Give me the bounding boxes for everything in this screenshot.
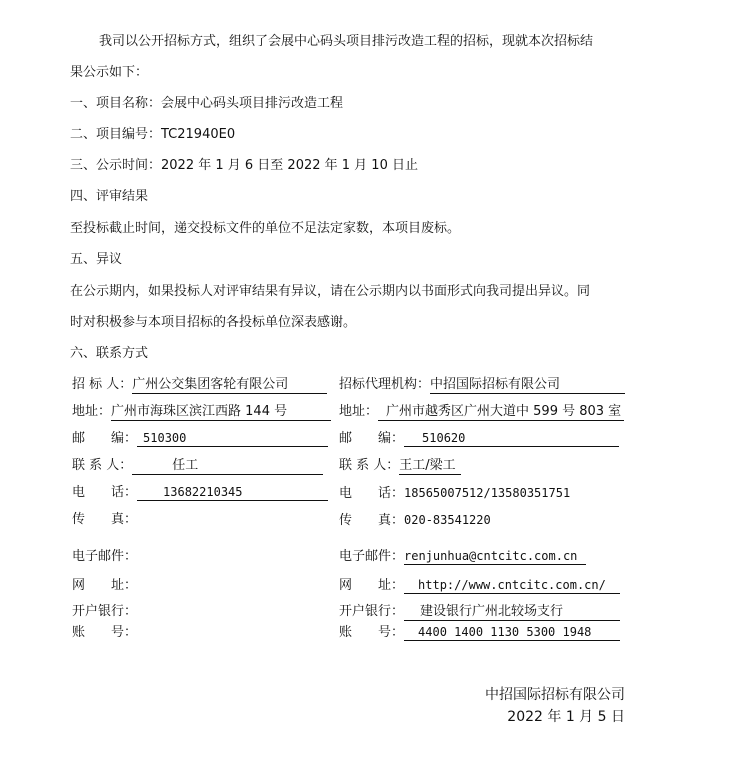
right-bank-label: 开户银行： bbox=[339, 604, 405, 619]
right-email-row bbox=[339, 548, 586, 566]
left-contact-row bbox=[72, 457, 323, 475]
left-address-row bbox=[72, 403, 331, 421]
left-bank-row bbox=[72, 603, 137, 621]
right-address-label: 地址： bbox=[339, 404, 379, 419]
right-email-label: 电子邮件： bbox=[339, 549, 405, 564]
left-email-label: 电子邮件： bbox=[72, 549, 138, 564]
right-website-label: 网 址： bbox=[339, 578, 405, 593]
right-phone-row bbox=[339, 484, 570, 503]
right-address-value: 广州市越秀区广州大道中 599 号 803 室 bbox=[378, 404, 624, 421]
intro-line-2: 果公示如下： bbox=[70, 65, 149, 80]
left-postcode-row bbox=[72, 430, 328, 448]
left-website-row bbox=[72, 577, 137, 595]
tenderer-label: 招 标 人： bbox=[72, 377, 133, 392]
left-address-label: 地址： bbox=[72, 404, 112, 419]
publicity-period: 三、公示时间：2022 年 1 月 6 日至 2022 年 1 月 10 日止 bbox=[70, 158, 418, 173]
right-bank-row bbox=[339, 603, 620, 621]
objection-line-1: 在公示期内，如果投标人对评审结果有异议，请在公示期内以书面形式向我司提出异议。同 bbox=[70, 284, 591, 299]
right-contact-row bbox=[339, 457, 461, 475]
right-account-row bbox=[339, 624, 620, 642]
evaluation-text: 至投标截止时间，递交投标文件的单位不足法定家数，本项目废标。 bbox=[70, 221, 461, 236]
left-fax-label: 传 真： bbox=[72, 512, 138, 527]
left-bank-label: 开户银行： bbox=[72, 604, 138, 619]
agency-row bbox=[339, 376, 625, 394]
contact-heading: 六、联系方式 bbox=[70, 346, 149, 361]
right-fax-value: 020-83541220 bbox=[404, 513, 491, 527]
right-phone-value: 18565007512/13580351751 bbox=[404, 486, 571, 500]
objection-line-2: 时对积极参与本项目招标的各投标单位深表感谢。 bbox=[70, 315, 357, 330]
left-phone-label: 电 话： bbox=[72, 485, 138, 500]
left-email-row bbox=[72, 548, 137, 566]
right-website-value[interactable]: http://www.cntcitc.com.cn/ bbox=[404, 577, 620, 594]
left-address-value: 广州市海珠区滨江西路 144 号 bbox=[111, 404, 331, 421]
left-phone-row bbox=[72, 484, 328, 502]
right-postcode-row bbox=[339, 430, 619, 448]
left-postcode-value: 510300 bbox=[137, 430, 328, 447]
right-account-label: 账 号： bbox=[339, 625, 405, 640]
objection-heading: 五、异议 bbox=[70, 252, 123, 267]
right-bank-value: 建设银行广州北较场支行 bbox=[404, 604, 620, 621]
right-fax-row bbox=[339, 511, 491, 530]
right-fax-label: 传 真： bbox=[339, 513, 405, 528]
left-fax-row bbox=[72, 511, 137, 529]
left-website-label: 网 址： bbox=[72, 578, 138, 593]
agency-label: 招标代理机构： bbox=[339, 377, 431, 392]
left-postcode-label: 邮 编： bbox=[72, 431, 138, 446]
left-contact-label: 联 系 人： bbox=[72, 458, 133, 473]
project-name: 一、项目名称：会展中心码头项目排污改造工程 bbox=[70, 96, 344, 111]
left-contact-value: 任工 bbox=[132, 458, 323, 475]
right-postcode-value: 510620 bbox=[404, 430, 619, 447]
left-account-label: 账 号： bbox=[72, 625, 138, 640]
right-postcode-label: 邮 编： bbox=[339, 431, 405, 446]
tenderer-row bbox=[72, 376, 327, 394]
right-website-row bbox=[339, 577, 620, 595]
signature-date: 2022 年 1 月 5 日 bbox=[507, 709, 625, 725]
left-account-row bbox=[72, 624, 137, 642]
left-phone-value: 13682210345 bbox=[137, 484, 328, 501]
evaluation-heading: 四、评审结果 bbox=[70, 189, 149, 204]
right-email-value[interactable]: renjunhua@cntcitc.com.cn bbox=[404, 548, 586, 565]
intro-line-1: 我司以公开招标方式，组织了会展中心码头项目排污改造工程的招标，现就本次招标结 bbox=[99, 34, 594, 49]
tenderer-value: 广州公交集团客轮有限公司 bbox=[132, 377, 327, 394]
right-phone-label: 电 话： bbox=[339, 486, 405, 501]
right-address-row bbox=[339, 403, 624, 421]
right-contact-value: 王工/梁工 bbox=[399, 458, 461, 475]
agency-value: 中招国际招标有限公司 bbox=[430, 377, 625, 394]
right-contact-label: 联 系 人： bbox=[339, 458, 400, 473]
signature-company: 中招国际招标有限公司 bbox=[485, 687, 625, 703]
right-account-value: 4400 1400 1130 5300 1948 bbox=[404, 624, 620, 641]
project-code: 二、项目编号：TC21940E0 bbox=[70, 127, 236, 142]
